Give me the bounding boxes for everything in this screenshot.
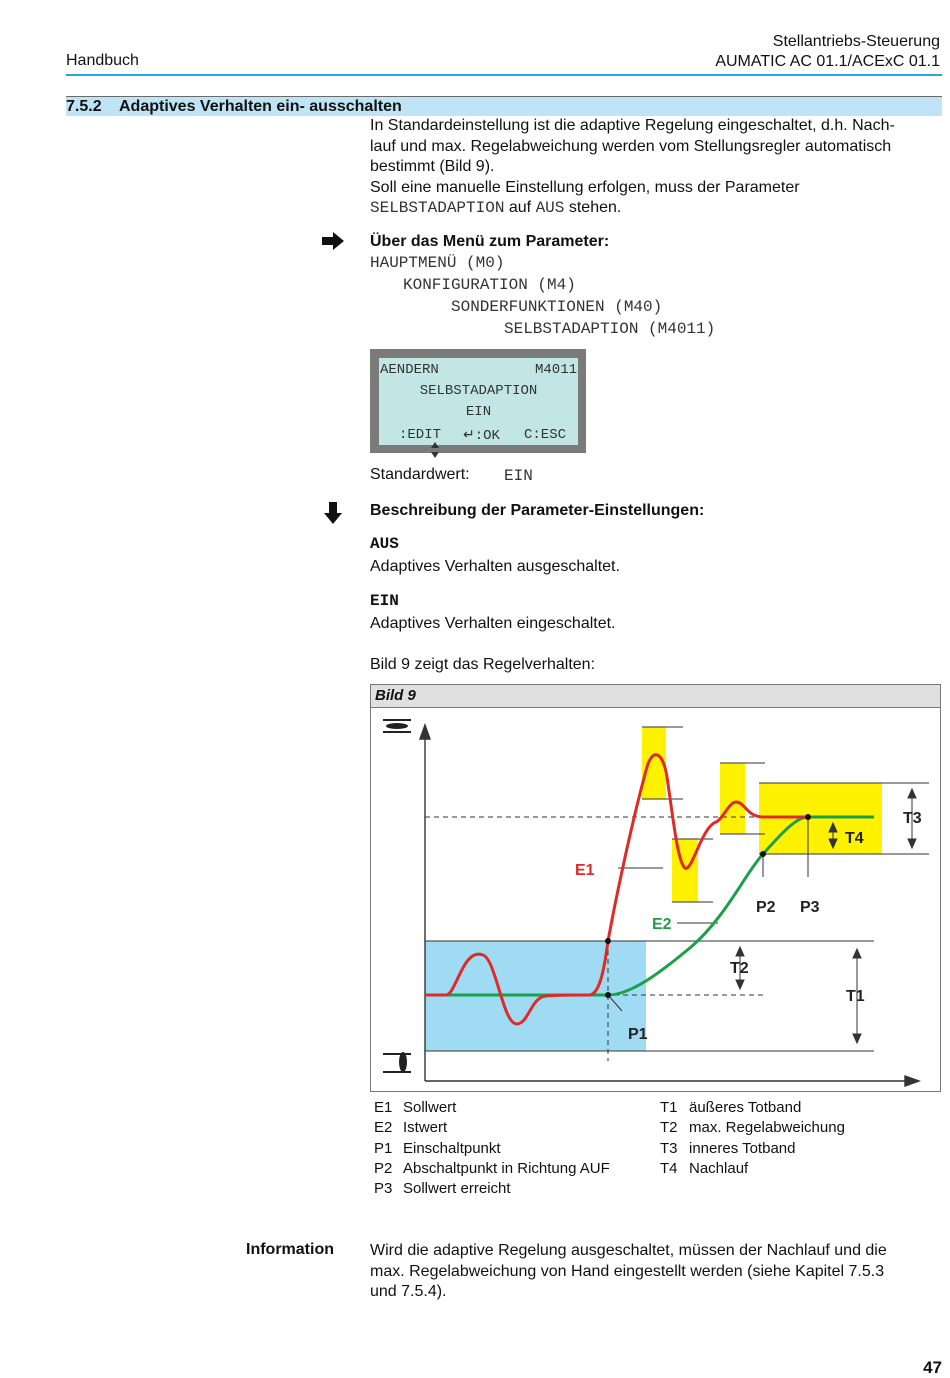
menu-path-item: SONDERFUNKTIONEN (M40)	[451, 298, 663, 316]
inner-deadband-area	[720, 763, 745, 834]
legend-right	[660, 1098, 845, 1179]
p3-label: P3	[800, 899, 820, 916]
legend-item: P3 Sollwert erreicht	[374, 1180, 511, 1198]
lcd-parameter: SELBSTADAPTION	[419, 383, 538, 399]
figure-9	[370, 684, 941, 1092]
lcd-mode: AENDERN	[380, 362, 439, 378]
p3-point	[805, 814, 811, 820]
header-product	[715, 32, 940, 72]
menu-path-item: HAUPTMENÜ (M0)	[370, 254, 505, 272]
header-rule	[66, 74, 942, 76]
header-manual-label: Handbuch	[66, 52, 139, 69]
p2-point	[760, 851, 766, 857]
option-name: AUS	[370, 535, 399, 553]
legend-item: P2 Abschaltpunkt in Richtung AUF	[374, 1159, 610, 1177]
legend-left	[374, 1098, 610, 1199]
information-line: max. Regelabweichung von Hand eingestellt werden (siehe Kapitel 7.5.3	[370, 1262, 885, 1280]
t3-label: T3	[903, 810, 922, 827]
param-name: SELBSTADAPTION	[370, 199, 505, 217]
legend-item: T4 Nachlauf	[660, 1159, 749, 1177]
default-value: EIN	[504, 467, 533, 485]
section-title: Adaptives Verhalten ein- ausschalten	[119, 98, 402, 115]
p1-label: P1	[628, 1026, 648, 1043]
e1-label: E1	[575, 862, 595, 879]
legend-item: P1 Einschaltpunkt	[374, 1139, 501, 1157]
legend-item: T2 max. Regelabweichung	[660, 1119, 845, 1137]
t2-label: T2	[730, 960, 749, 977]
menu-path-item: KONFIGURATION (M4)	[403, 276, 576, 294]
t4-label: T4	[845, 830, 864, 847]
intro-line: In Standardeinstellung ist die adaptive Regelung eingeschaltet, d.h. Nach-	[370, 117, 895, 134]
lcd-edit-hint: :EDIT	[399, 427, 442, 443]
t1-label: T1	[846, 988, 865, 1005]
intro-line: lauf und max. Regelabweichung werden vom Stellungsregler automatisch	[370, 137, 892, 155]
lcd-value: EIN	[465, 404, 492, 420]
control-behavior-diagram	[371, 707, 940, 1091]
section-title-bar	[66, 96, 942, 116]
lcd-display	[370, 349, 586, 453]
legend-item: E1 Sollwert	[374, 1099, 457, 1116]
down-arrow-icon	[324, 502, 342, 529]
lcd-esc-hint: C:ESC	[524, 427, 567, 443]
param-value: AUS	[535, 199, 565, 217]
close-position-icon	[383, 1052, 411, 1073]
lcd-screen	[379, 358, 578, 445]
menu-heading: Über das Menü zum Parameter:	[370, 233, 610, 250]
figure-title: Bild 9	[371, 685, 940, 708]
inner-deadband-area	[672, 839, 698, 902]
information-line: Wird die adaptive Regelung ausgeschaltet, müssen der Nachlauf und die	[370, 1242, 887, 1259]
e1-crossing-point	[605, 938, 611, 944]
information-line: und 7.5.4).	[370, 1283, 447, 1300]
figure-intro: Bild 9 zeigt das Regelverhalten:	[370, 656, 596, 673]
legend-item: T3 inneres Totband	[660, 1139, 796, 1157]
e2-label: E2	[652, 916, 672, 933]
header-product-line2: AUMATIC AC 01.1/ACExC 01.1	[715, 53, 940, 70]
default-label: Standardwert:	[370, 466, 470, 483]
header-product-line1: Stellantriebs-Steuerung	[772, 33, 940, 50]
right-arrow-icon	[322, 232, 344, 255]
page-number: 47	[923, 1358, 942, 1377]
open-position-icon	[383, 719, 411, 733]
section-number: 7.5.2	[66, 98, 102, 115]
information-label: Information	[246, 1241, 334, 1258]
option-text: Adaptives Verhalten eingeschaltet.	[370, 615, 616, 632]
menu-path-item: SELBSTADAPTION (M4011)	[504, 320, 716, 338]
lcd-menu-code: M4011	[534, 362, 577, 378]
legend-item: E2 Istwert	[374, 1119, 448, 1137]
p1-point	[605, 992, 611, 998]
intro-word: auf	[508, 199, 532, 216]
intro-paragraph	[370, 116, 940, 219]
legend-item: T1 äußeres Totband	[660, 1099, 802, 1116]
intro-line: bestimmt (Bild 9).	[370, 158, 495, 175]
intro-word: stehen.	[568, 199, 622, 216]
intro-line: Soll eine manuelle Einstellung erfolgen, muss der Parameter	[370, 178, 800, 196]
intro-line-param	[370, 198, 940, 219]
option-text: Adaptives Verhalten ausgeschaltet.	[370, 558, 620, 575]
lcd-ok-hint: ↵:OK	[463, 428, 500, 444]
description-heading: Beschreibung der Parameter-Einstellungen:	[370, 502, 705, 519]
option-name: EIN	[370, 592, 399, 610]
p2-label: P2	[756, 899, 776, 916]
information-text	[370, 1241, 940, 1303]
